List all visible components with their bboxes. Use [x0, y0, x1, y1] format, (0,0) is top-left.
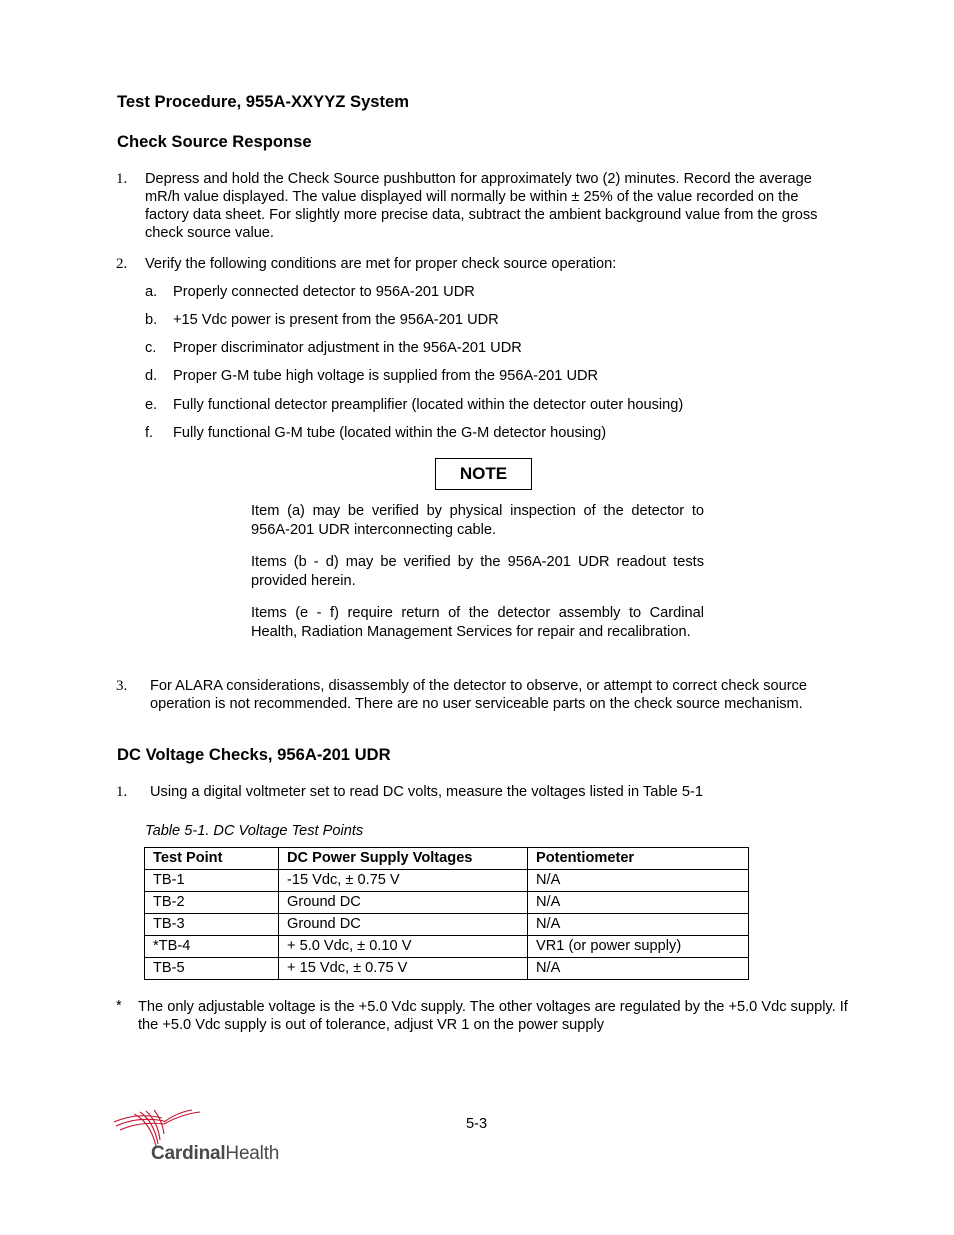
note-paragraph: Items (b - d) may be verified by the 956A-201 UDR readout tests provided herein.	[251, 554, 704, 589]
list-text: Proper G-M tube high voltage is supplied from the 956A-201 UDR	[173, 368, 599, 384]
table-cell: + 5.0 Vdc, ± 0.10 V	[279, 936, 528, 958]
footnote-text: The only adjustable voltage is the +5.0 Vdc supply. The other voltages are regulated by the +5.0 Vdc supply. If the +5.0 Vdc supply is out of tolerance, adjust VR 1 on the power supply	[138, 999, 848, 1033]
list-text: Properly connected detector to 956A-201 UDR	[173, 284, 475, 300]
table-cell: -15 Vdc, ± 0.75 V	[279, 870, 528, 892]
table-header-row	[145, 848, 749, 870]
step-number: 1.	[116, 784, 128, 800]
column-header: Potentiometer	[528, 848, 749, 870]
table-row	[145, 870, 749, 892]
table-cell: N/A	[528, 870, 749, 892]
section-heading-dc-voltage: DC Voltage Checks, 956A-201 UDR	[117, 745, 391, 764]
step-3-text: For ALARA considerations, disassembly of the detector to observe, or attempt to correct check source operation is not recommended. There are no user serviceable parts on the check source mechanism.	[150, 678, 808, 712]
footnote-mark: *	[116, 998, 122, 1014]
table-cell: + 15 Vdc, ± 0.75 V	[279, 958, 528, 980]
logo-word-regular: Health	[225, 1143, 280, 1164]
step-1-text: Depress and hold the Check Source pushbutton for approximately two (2) minutes. Record the average mR/h value displayed. The value displayed will normally be within ± 25% of the value recorded on the factory data sheet. For slightly more precise data, subtract the ambient background value from the gross check source value.	[145, 171, 818, 241]
column-header: Test Point	[145, 848, 279, 870]
step-2-text: Verify the following conditions are met for proper check source operation:	[145, 256, 617, 272]
list-letter: d.	[145, 368, 158, 384]
dc-step-1-text: Using a digital voltmeter set to read DC volts, measure the voltages listed in Table 5-1	[150, 784, 703, 800]
list-text: Fully functional G-M tube (located within the G-M detector housing)	[173, 425, 607, 441]
table-row	[145, 914, 749, 936]
note-paragraph: Items (e - f) require return of the detector assembly to Cardinal Health, Radiation Management Services for repair and recalibration.	[251, 605, 704, 640]
table-cell: TB-3	[145, 914, 279, 936]
table-cell: N/A	[528, 914, 749, 936]
company-logo-text	[151, 1143, 279, 1165]
page-number: 5-3	[466, 1116, 488, 1132]
list-letter: e.	[145, 397, 158, 413]
table-row	[145, 936, 749, 958]
section-heading-check-source: Check Source Response	[117, 132, 312, 151]
voltage-table	[144, 847, 749, 980]
table-caption: Table 5-1. DC Voltage Test Points	[145, 823, 364, 839]
note-paragraph: Item (a) may be verified by physical inspection of the detector to 956A-201 UDR interconnecting cable.	[251, 503, 704, 538]
list-letter: f.	[145, 425, 154, 441]
table-cell: TB-1	[145, 870, 279, 892]
list-letter: a.	[145, 284, 158, 300]
table-cell: N/A	[528, 892, 749, 914]
column-header: DC Power Supply Voltages	[279, 848, 528, 870]
table-cell: Ground DC	[279, 892, 528, 914]
table-cell: *TB-4	[145, 936, 279, 958]
step-number: 1.	[116, 171, 128, 187]
step-number: 2.	[116, 256, 128, 272]
table-cell: VR1 (or power supply)	[528, 936, 749, 958]
table-row	[145, 892, 749, 914]
list-text: +15 Vdc power is present from the 956A-201 UDR	[173, 312, 499, 328]
list-text: Fully functional detector preamplifier (located within the detector outer housing)	[173, 397, 684, 413]
list-letter: c.	[145, 340, 157, 356]
cardinal-health-logo-icon	[112, 1108, 207, 1148]
table-row	[145, 958, 749, 980]
table-cell: N/A	[528, 958, 749, 980]
logo-word-bold: Cardinal	[151, 1143, 226, 1164]
table-cell: TB-2	[145, 892, 279, 914]
table-cell: Ground DC	[279, 914, 528, 936]
section-heading-test-procedure: Test Procedure, 955A-XXYYZ System	[117, 92, 410, 111]
table-cell: TB-5	[145, 958, 279, 980]
list-letter: b.	[145, 312, 158, 328]
step-number: 3.	[116, 678, 128, 694]
note-label: NOTE	[435, 458, 532, 490]
list-text: Proper discriminator adjustment in the 956A-201 UDR	[173, 340, 522, 356]
